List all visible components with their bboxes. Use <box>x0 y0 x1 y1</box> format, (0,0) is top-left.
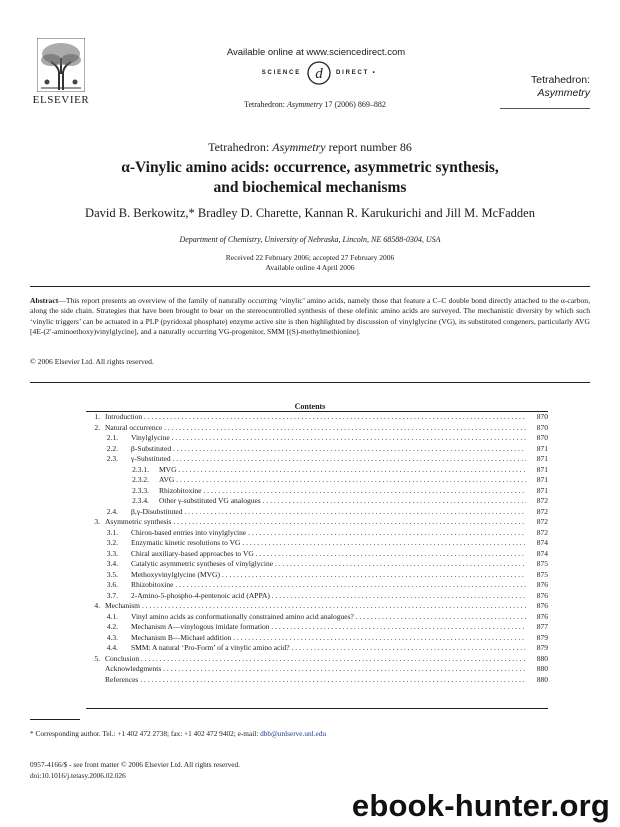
toc-page-number: 874 <box>536 538 548 547</box>
toc-title[interactable]: References . . . <box>105 675 526 686</box>
contents-heading: Contents <box>294 402 326 411</box>
toc-page-number: 877 <box>536 622 548 631</box>
sciencedirect-right-text <box>336 70 406 76</box>
toc-row[interactable] <box>86 433 548 444</box>
toc-title[interactable]: MVG . . . <box>159 465 526 476</box>
author-list: David B. Berkowitz,* Bradley D. Charette, Kannan R. Karukurichi and Jill M. McFadden <box>85 206 535 220</box>
toc-row[interactable] <box>86 475 548 486</box>
article-title <box>70 158 550 198</box>
toc-title[interactable]: Mechanism B—Michael addition . . . <box>131 633 526 644</box>
toc-row[interactable] <box>86 654 548 665</box>
toc-title[interactable]: Chiral auxiliary-based approaches to VG . . . <box>131 549 526 560</box>
toc-page-number: 870 <box>536 433 548 442</box>
toc-row[interactable] <box>86 612 548 623</box>
toc-title[interactable]: Introduction . . . <box>105 412 526 423</box>
toc-row[interactable] <box>86 465 548 476</box>
toc-title[interactable]: SMM: A natural ‘Pro-Form’ of a vinylic amino acid? . . . <box>131 643 526 654</box>
toc-title[interactable]: Natural occurrence . . . <box>105 423 526 434</box>
journal-name-line2: Asymmetry <box>537 87 590 99</box>
publisher-name: ELSEVIER <box>32 94 90 106</box>
toc-page-number: 880 <box>536 674 548 684</box>
toc-page-number: 879 <box>536 643 548 652</box>
journal-citation <box>170 100 460 109</box>
toc-page-number: 871 <box>536 464 548 474</box>
toc-number: 3.7. <box>106 590 118 600</box>
toc-row[interactable] <box>86 622 548 633</box>
abstract-label: Abstract <box>30 296 59 305</box>
author-email-link[interactable]: dbb@unlserve.unl.edu <box>260 729 327 738</box>
toc-row[interactable] <box>86 664 548 675</box>
journal-rule <box>500 108 590 109</box>
toc-row[interactable] <box>86 423 548 434</box>
toc-page-number: 880 <box>536 653 548 663</box>
journal-name-line1: Tetrahedron: <box>531 74 590 86</box>
toc-number: 4.4. <box>106 643 118 652</box>
toc-title[interactable]: Chiron-based entries into vinylglycine . . . <box>131 528 526 539</box>
toc-title[interactable]: Enzymatic kinetic resolutions to VG . . . <box>131 538 526 549</box>
toc-page-number: 872 <box>536 496 548 505</box>
toc-row[interactable] <box>86 507 548 518</box>
toc-number: 3.6. <box>106 580 118 589</box>
toc-page-number: 872 <box>536 506 548 516</box>
toc-number: 2.2. <box>106 443 118 453</box>
toc-number: 3.5. <box>106 569 118 579</box>
sciencedirect-logo-mark <box>306 60 332 86</box>
toc-number: 2.4. <box>106 506 118 516</box>
abstract-text: —This report presents an overview of the family of naturally occurring ‘vinylic’ amino acids, namely those that feature a C–C double bond directly attached to the α-carbon, along the side chain. Strategies that have been brought to bear on the stereocontrolled synthesis of these olefinic amino acids are surveyed. The mechanistic diversity by which such ‘vinylic triggers’ can be actuated in a PLP (pyridoxal phosphate) enzyme active site is then highlighted by discussion of vinylglycine (VG), its substituted congeners, particularly AVG [4E-(2′-aminoethoxy)vinylglycine], and a naturally occurring VG-progenitor, SMM [(S)-methylmethionine]. <box>30 296 590 337</box>
toc-number: 4.1. <box>106 611 118 621</box>
toc-page-number: 875 <box>536 559 548 568</box>
toc-row[interactable] <box>86 633 548 644</box>
toc-page-number: 872 <box>536 527 548 537</box>
corresponding-author-text: * Corresponding author. Tel.: +1 402 472 2738; fax: +1 402 472 9402; e-mail: <box>30 729 259 738</box>
toc-row[interactable] <box>86 412 548 423</box>
toc-number: 3.3. <box>106 548 118 558</box>
toc-row[interactable] <box>86 580 548 591</box>
toc-page-number: 870 <box>536 412 548 421</box>
table-of-contents <box>86 412 548 685</box>
toc-page-number: 880 <box>536 664 548 673</box>
toc-title[interactable]: Catalytic asymmetric syntheses of vinylglycine . . . <box>131 559 526 570</box>
toc-row[interactable] <box>86 570 548 581</box>
toc-page-number: 876 <box>536 590 548 600</box>
toc-number: 5. <box>94 653 100 663</box>
toc-number: 3.1. <box>106 527 118 537</box>
toc-title[interactable]: Acknowledgments . . . <box>105 664 526 675</box>
toc-page-number: 876 <box>536 611 548 621</box>
toc-number: 2. <box>94 422 100 432</box>
toc-number: 1. <box>94 412 100 421</box>
toc-title[interactable]: γ-Substituted . . . <box>131 454 526 465</box>
toc-page-number: 870 <box>536 422 548 432</box>
toc-title[interactable]: Vinylglycine . . . <box>131 433 526 444</box>
affiliation: Department of Chemistry, University of Nebraska, Lincoln, NE 68588-0304, USA <box>179 235 441 244</box>
toc-title[interactable]: β-Substituted . . . <box>131 444 526 455</box>
article-title-line1: α-Vinylic amino acids: occurrence, asymmetric synthesis, <box>121 159 499 176</box>
toc-number: 2.1. <box>106 433 118 442</box>
journal-citation-text: Tetrahedron: Asymmetry 17 (2006) 869–882 <box>244 100 386 109</box>
sciencedirect-mark-letter: d <box>315 66 323 82</box>
toc-title[interactable]: Rhizobitoxine . . . <box>131 580 526 591</box>
toc-number: 3.4. <box>106 559 118 568</box>
toc-row[interactable] <box>86 454 548 465</box>
toc-page-number: 871 <box>536 485 548 495</box>
toc-row[interactable] <box>86 591 548 602</box>
toc-row[interactable] <box>86 538 548 549</box>
toc-number: 4.2. <box>106 622 118 631</box>
toc-number: 3. <box>94 517 100 526</box>
toc-row[interactable] <box>86 643 548 654</box>
toc-title[interactable]: Other γ-substituted VG analogues . . . <box>159 496 526 507</box>
dates <box>30 253 590 273</box>
divider-mid <box>30 382 590 383</box>
elsevier-tree-logo <box>37 38 85 92</box>
toc-page-number: 879 <box>536 632 548 642</box>
availability-line: Available online at www.sciencedirect.com <box>226 47 406 58</box>
toc-page-number: 875 <box>536 569 548 579</box>
report-number: Tetrahedron: Asymmetry report number 86 <box>208 140 412 154</box>
toc-number: 2.3.1. <box>132 464 149 474</box>
toc-row[interactable] <box>86 559 548 570</box>
toc-number: 2.3.4. <box>132 496 149 505</box>
watermark: ebook-hunter.org <box>351 788 610 823</box>
toc-title[interactable]: Rhizobitoxine . . . <box>159 486 526 497</box>
toc-page-number: 871 <box>536 443 548 453</box>
divider-top <box>30 286 590 287</box>
sciencedirect-left-text: SCIENCE <box>261 70 301 76</box>
toc-row[interactable] <box>86 675 548 686</box>
toc-title[interactable]: Vinyl amino acids as conformationally constrained amino acid analogues? . . . <box>131 612 526 623</box>
toc-title[interactable]: Methoxyvinylglycine (MVG) . . . <box>131 570 526 581</box>
toc-number: 2.3.3. <box>132 485 149 495</box>
toc-row[interactable] <box>86 601 548 612</box>
toc-page-number: 871 <box>536 454 548 463</box>
received-date: Received 22 February 2006; accepted 27 February 2006 <box>225 253 395 262</box>
toc-row[interactable] <box>86 517 548 528</box>
available-online-date: Available online 4 April 2006 <box>265 263 355 272</box>
abstract-copyright: © 2006 Elsevier Ltd. All rights reserved. <box>30 357 154 366</box>
toc-title[interactable]: Conclusion . . . <box>105 654 526 665</box>
sciencedirect-right-word: DIRECT <box>336 70 370 76</box>
toc-row[interactable] <box>86 549 548 560</box>
toc-page-number: 876 <box>536 601 548 610</box>
contents-rule-bottom <box>86 708 548 709</box>
sciencedirect-trademark: • <box>372 70 377 76</box>
toc-number: 2.3. <box>106 454 118 463</box>
toc-page-number: 874 <box>536 548 548 558</box>
corresponding-author-note <box>30 729 590 738</box>
toc-title[interactable]: 2-Amino-5-phospho-4-pentenoic acid (APPA) . . . <box>131 591 526 602</box>
toc-row[interactable] <box>86 486 548 497</box>
toc-title[interactable]: Mechanism A—vinylogous imidate formation . . . <box>131 622 526 633</box>
toc-number: 4. <box>94 601 100 610</box>
toc-title[interactable]: AVG . . . <box>159 475 526 486</box>
doi: doi:10.1016/j.tetasy.2006.02.026 <box>30 771 126 780</box>
toc-number: 4.3. <box>106 632 118 642</box>
toc-page-number: 872 <box>536 517 548 526</box>
footnote-rule <box>30 719 80 720</box>
article-title-line2: and biochemical mechanisms <box>213 179 407 196</box>
toc-title[interactable]: Mechanism . . . <box>105 601 526 612</box>
toc-title[interactable]: Asymmetric synthesis . . . <box>105 517 526 528</box>
toc-number: 2.3.2. <box>132 475 149 484</box>
toc-page-number: 871 <box>536 475 548 484</box>
toc-row[interactable] <box>86 528 548 539</box>
abstract <box>30 296 590 338</box>
front-matter: 0957-4166/$ - see front matter © 2006 Elsevier Ltd. All rights reserved. <box>30 760 241 769</box>
toc-page-number: 876 <box>536 580 548 589</box>
toc-number: 3.2. <box>106 538 118 547</box>
toc-row[interactable] <box>86 496 548 507</box>
journal-name <box>486 74 590 100</box>
toc-title[interactable]: β,γ-Disubstituted . . . <box>131 507 526 518</box>
toc-row[interactable] <box>86 444 548 455</box>
